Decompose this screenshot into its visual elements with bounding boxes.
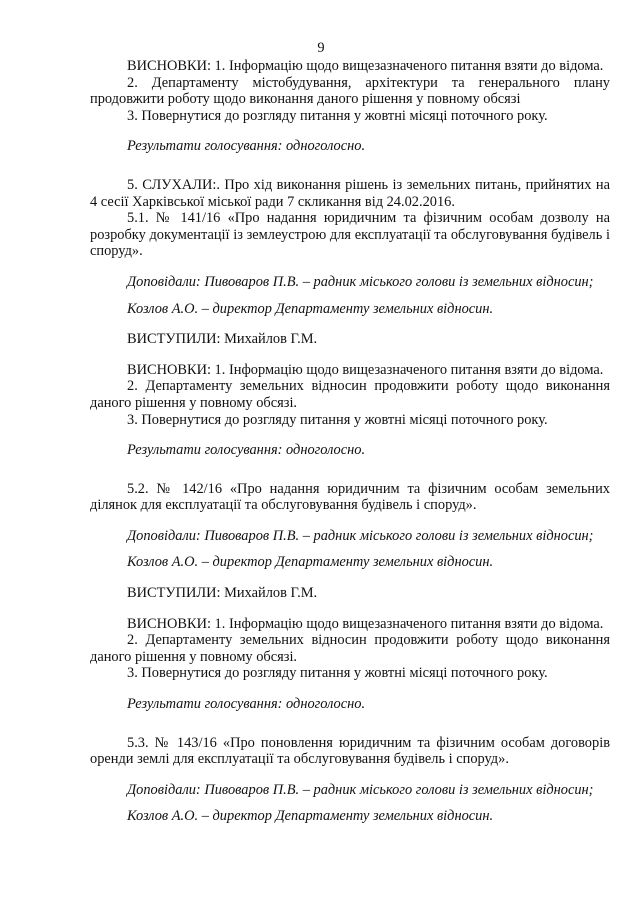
paragraph: Козлов А.О. – директор Департаменту земельних відносин. bbox=[127, 554, 494, 571]
paragraph: ВИСТУПИЛИ: Михайлов Г.М. bbox=[127, 331, 318, 348]
page-number: 9 bbox=[317, 40, 325, 56]
paragraph: ВИСНОВКИ: 1. Інформацію щодо вищезазначеного питання взяти до відома. bbox=[127, 615, 604, 632]
document-body bbox=[90, 58, 610, 825]
paragraph: Доповідали: Пивоваров П.В. – радник міського голови із земельних відносин; bbox=[127, 781, 594, 798]
paragraph: ВИСТУПИЛИ: Михайлов Г.М. bbox=[127, 585, 318, 602]
paragraph: 3. Повернутися до розгляду питання у жовтні місяці поточного року. bbox=[127, 665, 548, 682]
paragraph: 5.2. № 142/16 «Про надання юридичним та фізичним особам земельних ділянок для експлуатації та обслуговування будівель і споруд». bbox=[90, 480, 610, 514]
paragraph: 2. Департаменту земельних відносин продовжити роботу щодо виконання даного рішення у повному обсязі. bbox=[90, 632, 610, 665]
paragraph: 2. Департаменту містобудування, архітектури та генерального плану продовжити роботу щодо виконання даного рішення у повному обсязі bbox=[90, 74, 610, 108]
paragraph: 2. Департаменту земельних відносин продовжити роботу щодо виконання даного рішення у повному обсязі. bbox=[90, 378, 610, 411]
paragraph: Результати голосування: одноголосно. bbox=[127, 442, 366, 459]
paragraph: ВИСНОВКИ: 1. Інформацію щодо вищезазначеного питання взяти до відома. bbox=[127, 361, 604, 378]
paragraph: Результати голосування: одноголосно. bbox=[127, 138, 366, 155]
paragraph: Результати голосування: одноголосно. bbox=[127, 696, 366, 713]
paragraph: Доповідали: Пивоваров П.В. – радник міського голови із земельних відносин; bbox=[127, 273, 594, 290]
paragraph: Козлов А.О. – директор Департаменту земельних відносин. bbox=[127, 808, 494, 825]
paragraph: Козлов А.О. – директор Департаменту земельних відносин. bbox=[127, 300, 494, 317]
paragraph: 5.1. № 141/16 «Про надання юридичним та фізичним особам дозволу на розробку документації із землеустрою для експлуатації та обслуговування будівель і споруд». bbox=[90, 210, 610, 260]
paragraph: 5.3. № 143/16 «Про поновлення юридичним та фізичним особам договорів оренди землі для експлуатації та обслуговування будівель і споруд». bbox=[90, 734, 610, 768]
paragraph: 3. Повернутися до розгляду питання у жовтні місяці поточного року. bbox=[127, 411, 548, 428]
paragraph: 3. Повернутися до розгляду питання у жовтні місяці поточного року. bbox=[127, 107, 548, 124]
paragraph: Доповідали: Пивоваров П.В. – радник міського голови із земельних відносин; bbox=[127, 527, 594, 544]
paragraph: 5. СЛУХАЛИ:. Про хід виконання рішень із земельних питань, прийнятих на 4 сесії Харківської міської ради 7 скликання від 24.02.2016. bbox=[90, 176, 610, 210]
paragraph: ВИСНОВКИ: 1. Інформацію щодо вищезазначеного питання взяти до відома. bbox=[127, 58, 604, 74]
